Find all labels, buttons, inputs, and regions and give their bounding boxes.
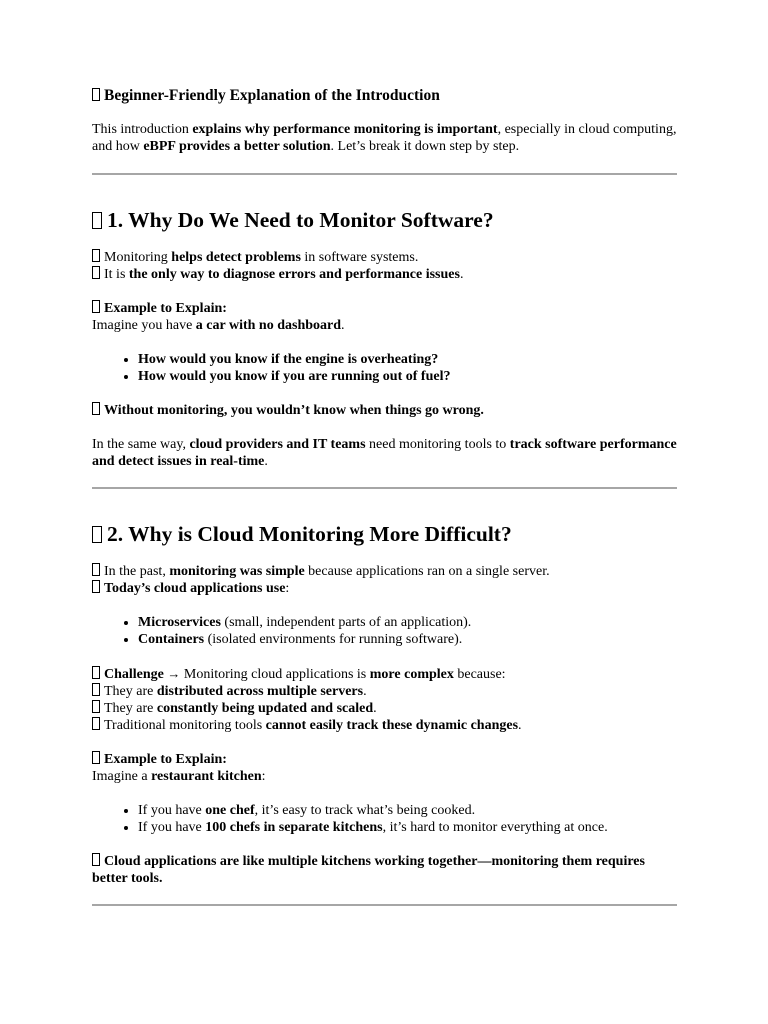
text: In the same way,	[92, 437, 190, 452]
intro-bold: eBPF provides a better solution	[143, 139, 331, 154]
text: :	[261, 769, 266, 784]
list-item	[138, 631, 677, 648]
car-question-list	[92, 351, 677, 385]
missing-glyph-icon	[92, 402, 100, 415]
missing-glyph-icon	[92, 751, 100, 764]
section-2-heading-text: 2. Why is Cloud Monitoring More Difficult?	[107, 522, 512, 546]
text: Monitoring	[104, 250, 172, 265]
text: (isolated environments for running software).	[204, 632, 463, 647]
text: because:	[453, 667, 506, 682]
section-1-heading	[92, 207, 677, 233]
missing-glyph-icon	[92, 580, 100, 593]
reason-line	[92, 717, 677, 734]
text: .	[363, 684, 367, 699]
missing-glyph-icon	[92, 717, 100, 730]
document-title-text: Beginner-Friendly Explanation of the Introduction	[104, 87, 440, 104]
text: Imagine you have	[92, 318, 196, 333]
bold-text: track software performance and detect issues in real-time	[92, 437, 677, 469]
list-item	[138, 614, 677, 631]
bold-text: cannot easily track these dynamic changes	[265, 718, 519, 733]
document-content	[92, 87, 677, 906]
bold-text: Example to Explain:	[104, 301, 227, 316]
bold-text: 100 chefs in separate kitchens	[205, 820, 383, 835]
text: .	[264, 454, 268, 469]
text: , it’s easy to track what’s being cooked.	[254, 803, 476, 818]
document-title	[92, 87, 677, 105]
bold-text: Microservices	[138, 615, 221, 630]
bold-text: How would you know if the engine is overheating?	[138, 352, 439, 367]
section-1-heading-text: 1. Why Do We Need to Monitor Software?	[107, 208, 494, 232]
arrow-right-icon: →	[167, 666, 181, 681]
bold-text: more complex	[369, 667, 454, 682]
monitoring-line	[92, 249, 677, 266]
today-line	[92, 580, 677, 597]
intro-text: , especially in cloud computing, and how	[92, 122, 677, 154]
example-label	[92, 751, 677, 768]
missing-glyph-icon	[92, 683, 100, 696]
closing-paragraph	[92, 436, 677, 470]
section-2-heading	[92, 521, 677, 547]
text: .	[373, 701, 377, 716]
text: in software systems.	[300, 250, 419, 265]
bold-text: the only way to diagnose errors and performance issues	[128, 267, 460, 282]
bold-text: Example to Explain:	[104, 752, 227, 767]
bold-text: Cloud applications are like multiple kitchens working together—monitoring them requires better tools.	[92, 854, 645, 886]
text: (small, independent parts of an application).	[220, 615, 472, 630]
text: They are	[104, 684, 157, 699]
text: They are	[104, 701, 157, 716]
section-divider	[92, 173, 677, 175]
intro-bold: explains why performance monitoring is important	[192, 122, 498, 137]
text: .	[459, 267, 464, 282]
text: .	[341, 318, 345, 333]
missing-glyph-icon	[92, 700, 100, 713]
bold-text: How would you know if you are running out of fuel?	[138, 369, 451, 384]
bold-text: Today’s cloud applications use	[104, 581, 286, 596]
missing-glyph-icon	[92, 300, 100, 313]
text: .	[518, 718, 522, 733]
text: :	[285, 581, 290, 596]
bold-text: helps detect problems	[171, 250, 301, 265]
missing-glyph-icon	[92, 563, 100, 576]
list-item	[138, 802, 677, 819]
challenge-line	[92, 665, 677, 683]
summary-line	[92, 853, 677, 887]
bold-text: Containers	[138, 632, 205, 647]
bold-text: a car with no dashboard	[195, 318, 342, 333]
missing-glyph-icon	[92, 666, 100, 679]
intro-paragraph	[92, 121, 677, 155]
bold-text: monitoring was simple	[169, 564, 305, 579]
reason-line	[92, 683, 677, 700]
diagnose-line	[92, 266, 677, 283]
missing-glyph-icon	[92, 526, 102, 543]
example-label	[92, 300, 677, 317]
bold-text: one chef	[205, 803, 255, 818]
kitchen-list	[92, 802, 677, 836]
text: Imagine a	[92, 769, 152, 784]
car-example	[92, 317, 677, 334]
cloud-tech-list	[92, 614, 677, 648]
intro-text: This introduction	[92, 122, 193, 137]
section-divider	[92, 487, 677, 489]
list-item	[138, 351, 677, 368]
text: Traditional monitoring tools	[104, 718, 266, 733]
missing-glyph-icon	[92, 88, 100, 101]
kitchen-example	[92, 768, 677, 785]
section-divider	[92, 904, 677, 906]
bold-text: cloud providers and IT teams	[189, 437, 366, 452]
bold-text: distributed across multiple servers	[156, 684, 364, 699]
missing-glyph-icon	[92, 212, 102, 229]
missing-glyph-icon	[92, 249, 100, 262]
list-item	[138, 819, 677, 836]
text: Monitoring cloud applications is	[180, 667, 370, 682]
bold-text: Without monitoring, you wouldn’t know when things go wrong.	[104, 403, 484, 418]
reason-line	[92, 700, 677, 717]
text: It is	[104, 267, 129, 282]
past-line	[92, 563, 677, 580]
text: because applications ran on a single server.	[304, 564, 550, 579]
text: , it’s hard to monitor everything at once.	[382, 820, 608, 835]
missing-glyph-icon	[92, 266, 100, 279]
intro-text: . Let’s break it down step by step.	[330, 139, 520, 154]
text: If you have	[138, 820, 206, 835]
bold-text: constantly being updated and scaled	[156, 701, 374, 716]
missing-glyph-icon	[92, 853, 100, 866]
text: In the past,	[104, 564, 170, 579]
text: need monitoring tools to	[365, 437, 510, 452]
list-item	[138, 368, 677, 385]
bold-text: restaurant kitchen	[151, 769, 262, 784]
without-monitoring-line	[92, 402, 677, 419]
bold-text: Challenge	[104, 667, 164, 682]
text: If you have	[138, 803, 206, 818]
